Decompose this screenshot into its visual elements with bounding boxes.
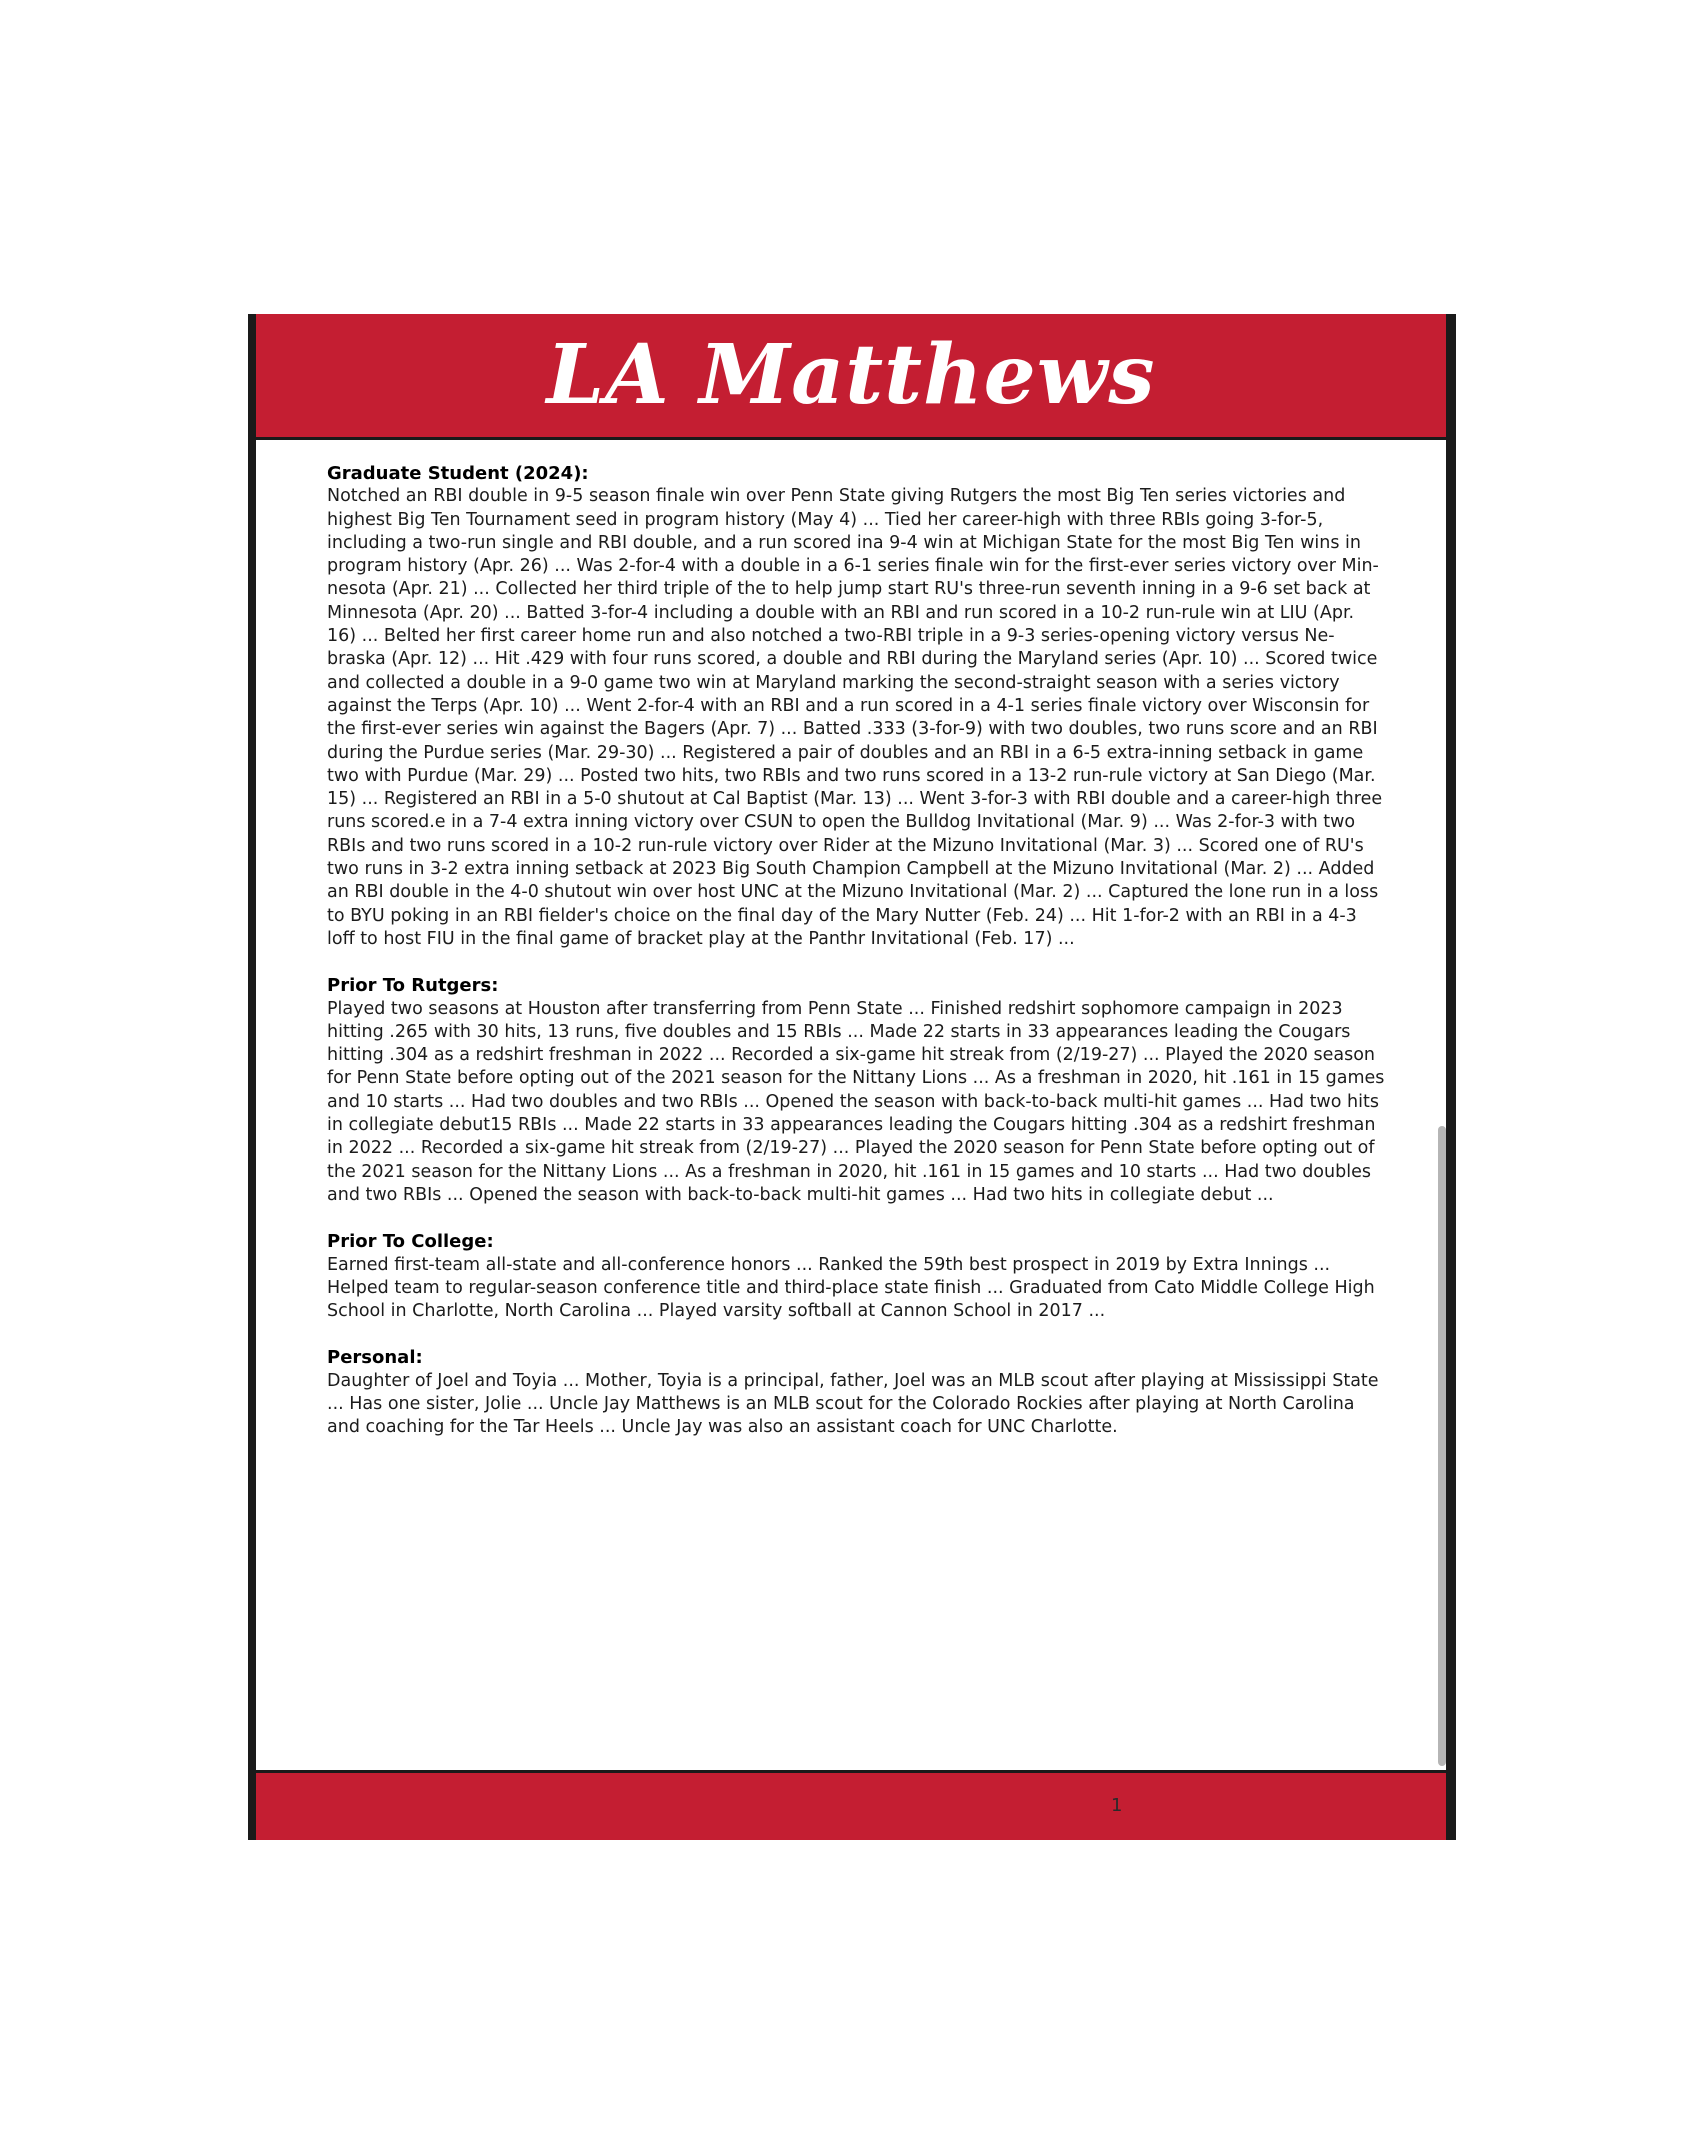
section-prior-to-college	[327, 1230, 1387, 1323]
footer-banner	[256, 1770, 1446, 1840]
page-edge-left	[248, 314, 256, 1840]
page-title: LA Matthews	[546, 327, 1156, 423]
section-graduate-student	[327, 462, 1387, 951]
section-body: Earned first-team all-state and all-conference honors ... Ranked the 59th best prospect in 2019 by Extra Innings ... Helped team to regular-season conference title and third-place state finish ... Graduated from Cato Middle College High School in Charlotte, North Carolina ... Played varsity softball at Cannon School in 2017 ...	[327, 1254, 1375, 1322]
document-page	[248, 314, 1456, 1840]
section-heading: Prior To College:	[327, 1231, 494, 1253]
bio-content	[327, 462, 1387, 1463]
page-edge-right	[1446, 314, 1456, 1840]
section-heading: Graduate Student (2024):	[327, 463, 589, 484]
header-banner	[256, 314, 1446, 440]
section-personal	[327, 1346, 1387, 1439]
section-prior-to-rutgers	[327, 974, 1387, 1207]
section-heading: Prior To Rutgers:	[327, 975, 499, 997]
section-heading: Personal:	[327, 1347, 423, 1369]
section-body: Played two seasons at Houston after transferring from Penn State ... Finished redshirt sophomore campaign in 2023 hitting .265 with 30 hits, 13 runs, five doubles and 15 RBIs ... Made 22 starts in 33 appearances leading the Cougars hitting .304 as a redshirt freshman in 2022 ... Recorded a six-game hit streak from (2/19-27) ... Played the 2020 season for Penn State before opting out of the 2021 season for the Nittany Lions ... As a freshman in 2020, hit .161 in 15 games and 10 starts ... Had two doubles and two RBIs ... Opened the season with back-to-back multi-hit games ... Had two hits in collegiate debut15 RBIs ... Made 22 starts in 33 appearances leading the Cougars hitting .304 as a redshirt freshman in 2022 ... Recorded a six-game hit streak from (2/19-27) ... Played the 2020 season for Penn State before opting out of the 2021 season for the Nittany Lions ... As a freshman in 2020, hit .161 in 15 games and 10 starts ... Had two doubles and two RBIs ... Opened the season with back-to-back multi-hit games ... Had two hits in collegiate debut ...	[327, 998, 1385, 1205]
vertical-scrollbar[interactable]	[1438, 1126, 1446, 1766]
section-body: Daughter of Joel and Toyia ... Mother, Toyia is a principal, father, Joel was an MLB scout after playing at Mississippi State ... Has one sister, Jolie ... Uncle Jay Matthews is an MLB scout for the Colorado Rockies after playing at North Carolina and coaching for the Tar Heels ... Uncle Jay was also an assistant coach for UNC Charlotte.	[327, 1370, 1379, 1438]
section-body: Notched an RBI double in 9-5 season finale win over Penn State giving Rutgers the most Big Ten series victories and highest Big Ten Tournament seed in program history (May 4) ... Tied her career-high with three RBIs going 3-for-5, including a two-run single and RBI double, and a run scored ina 9-4 win at Michigan State for the most Big Ten wins in program history (Apr. 26) ... Was 2-for-4 with a double in a 6-1 series finale win for the first-ever series victory over Min-nesota (Apr. 21) ... Collected her third triple of the to help jump start RU's three-run seventh inning in a 9-6 set back at Minnesota (Apr. 20) ... Batted 3-for-4 including a double with an RBI and run scored in a 10-2 run-rule win at LIU (Apr. 16) ... Belted her first career home run and also notched a two-RBI triple in a 9-3 series-opening victory versus Ne-braska (Apr. 12) ... Hit .429 with four runs scored, a double and RBI during the Maryland series (Apr. 10) ... Scored twice and collected a double in a 9-0 game two win at Maryland marking the second-straight season with a series victory against the Terps (Apr. 10) ... Went 2-for-4 with an RBI and a run scored in a 4-1 series finale victory over Wisconsin for the first-ever series win against the Bagers (Apr. 7) ... Batted .333 (3-for-9) with two doubles, two runs score and an RBI during the Purdue series (Mar. 29-30) ... Registered a pair of doubles and an RBI in a 6-5 extra-inning setback in game two with Purdue (Mar. 29) ... Posted two hits, two RBIs and two runs scored in a 13-2 run-rule victory at San Diego (Mar. 15) ... Registered an RBI in a 5-0 shutout at Cal Baptist (Mar. 13) ... Went 3-for-3 with RBI double and a career-high three runs scored.e in a 7-4 extra inning victory over CSUN to open the Bulldog Invitational (Mar. 9) ... Was 2-for-3 with two RBIs and two runs scored in a 10-2 run-rule victory over Rider at the Mizuno Invitational (Mar. 3) ... Scored one of RU's two runs in 3-2 extra inning setback at 2023 Big South Champion Campbell at the Mizuno Invitational (Mar. 2) ... Added an RBI double in the 4-0 shutout win over host UNC at the Mizuno Invitational (Mar. 2) ... Captured the lone run in a loss to BYU poking in an RBI fielder's choice on the final day of the Mary Nutter (Feb. 24) ... Hit 1-for-2 with an RBI in a 4-3 loff to host FIU in the final game of bracket play at the Panthr Invitational (Feb. 17) ...	[327, 486, 1383, 949]
page-number: 1	[1111, 1795, 1123, 1816]
